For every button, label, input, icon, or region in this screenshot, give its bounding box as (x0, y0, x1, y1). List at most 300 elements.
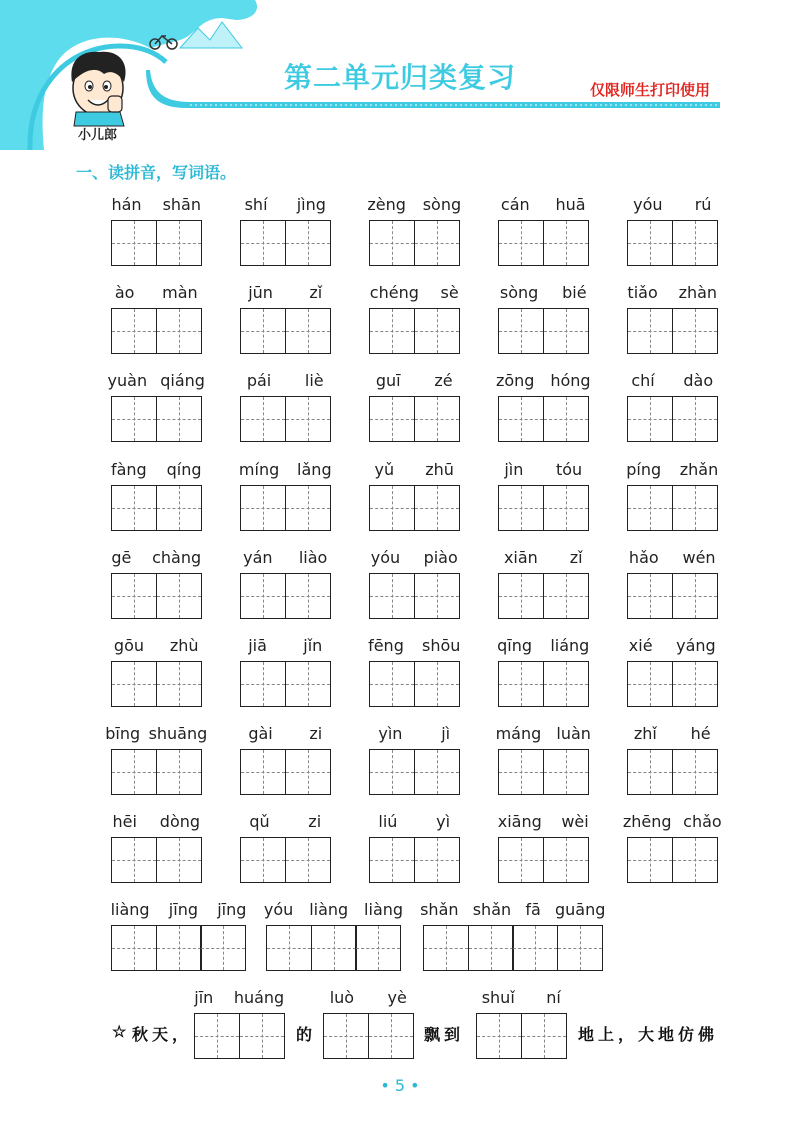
writing-boxes (111, 837, 202, 883)
word-item (240, 809, 331, 883)
writing-cell[interactable] (627, 220, 673, 266)
pinyin-label (230, 457, 341, 481)
writing-boxes (498, 485, 589, 531)
pinyin-label (488, 192, 599, 216)
pinyin-syllable: zōng (495, 370, 535, 390)
pinyin-syllable: jīng (217, 899, 247, 919)
writing-cell[interactable] (323, 1013, 369, 1059)
writing-boxes (240, 749, 331, 795)
writing-cell[interactable] (543, 220, 589, 266)
writing-boxes (240, 485, 331, 531)
pinyin-syllable: yán (243, 547, 273, 567)
pinyin-syllable: shí (244, 194, 268, 214)
section-title: 一、读拼音，写词语。 (76, 163, 237, 182)
pinyin-syllable: hé (690, 723, 711, 743)
writing-cell[interactable] (627, 749, 673, 795)
page-header (0, 0, 800, 150)
word-item (369, 545, 460, 619)
word-item (111, 457, 202, 531)
writing-cell[interactable] (111, 308, 157, 354)
writing-cell[interactable] (627, 396, 673, 442)
word-item (369, 809, 460, 883)
pinyin-label (101, 897, 256, 921)
writing-boxes (498, 308, 589, 354)
writing-boxes (369, 837, 460, 883)
writing-boxes (627, 396, 718, 442)
writing-cell[interactable] (557, 925, 603, 971)
writing-boxes (111, 573, 202, 619)
writing-boxes (111, 749, 202, 795)
writing-cell[interactable] (285, 220, 331, 266)
writing-cell[interactable] (111, 485, 157, 531)
word-item (240, 721, 331, 795)
word-item (495, 368, 591, 442)
mascot-boy-icon (71, 52, 125, 126)
writing-cell[interactable] (111, 749, 157, 795)
writing-cell[interactable] (369, 573, 415, 619)
writing-cell[interactable] (240, 220, 286, 266)
word-item (627, 457, 718, 531)
writing-cell[interactable] (543, 661, 589, 707)
pinyin-syllable: shuǐ (481, 987, 515, 1007)
pinyin-syllable: chǎo (683, 811, 722, 831)
word-item (498, 457, 589, 531)
pinyin-syllable: yǔ (374, 459, 395, 479)
word-item (495, 721, 591, 795)
writing-cell[interactable] (672, 308, 718, 354)
writing-cell[interactable] (111, 837, 157, 883)
sentence-blank (194, 985, 285, 1059)
pinyin-syllable: jìng (296, 194, 326, 214)
writing-cell[interactable] (627, 573, 673, 619)
writing-cell[interactable] (498, 837, 544, 883)
writing-cell[interactable] (498, 485, 544, 531)
word-item (498, 545, 589, 619)
writing-boxes (111, 661, 202, 707)
word-item (627, 280, 718, 354)
writing-cell[interactable] (369, 749, 415, 795)
word-item (107, 368, 205, 442)
word-item (627, 545, 718, 619)
pinyin-syllable: hǎo (628, 547, 659, 567)
writing-cell[interactable] (672, 220, 718, 266)
word-item (369, 280, 460, 354)
pinyin-label (488, 633, 599, 657)
writing-boxes (323, 1013, 414, 1059)
pinyin-syllable: píng (626, 459, 662, 479)
writing-cell[interactable] (156, 925, 202, 971)
word-item (498, 633, 589, 707)
pinyin-label (488, 368, 599, 392)
word-item (369, 192, 460, 266)
pinyin-syllable: zhū (425, 459, 454, 479)
pinyin-syllable: jǐn (303, 635, 323, 655)
writing-cell[interactable] (498, 396, 544, 442)
pinyin-syllable: jūn (248, 282, 273, 302)
writing-cell[interactable] (111, 925, 157, 971)
writing-boxes (498, 220, 589, 266)
writing-cell[interactable] (156, 396, 202, 442)
word-item (627, 368, 718, 442)
pinyin-syllable: jì (441, 723, 451, 743)
writing-cell[interactable] (239, 1013, 285, 1059)
writing-cell[interactable] (672, 837, 718, 883)
pinyin-label (413, 897, 613, 921)
writing-cell[interactable] (200, 925, 246, 971)
pinyin-label (230, 545, 341, 569)
sentence-blank (323, 985, 414, 1059)
word-item (627, 721, 718, 795)
writing-cell[interactable] (369, 661, 415, 707)
writing-cell[interactable] (156, 837, 202, 883)
writing-boxes (498, 837, 589, 883)
writing-cell[interactable] (414, 396, 460, 442)
writing-cell[interactable] (414, 308, 460, 354)
sentence-blank (476, 985, 567, 1059)
pinyin-label (359, 809, 470, 833)
writing-cell[interactable] (156, 749, 202, 795)
pinyin-syllable: ào (114, 282, 135, 302)
writing-cell[interactable] (156, 220, 202, 266)
writing-cell[interactable] (369, 485, 415, 531)
writing-boxes (194, 1013, 285, 1059)
writing-cell[interactable] (240, 308, 286, 354)
writing-cell[interactable] (423, 925, 469, 971)
writing-cell[interactable] (414, 485, 460, 531)
writing-cell[interactable] (240, 749, 286, 795)
pinyin-label (230, 368, 341, 392)
writing-cell[interactable] (355, 925, 401, 971)
pinyin-syllable: míng (238, 459, 280, 479)
writing-boxes (369, 749, 460, 795)
pinyin-syllable: máng (495, 723, 542, 743)
pinyin-syllable: qǔ (249, 811, 270, 831)
pinyin-syllable: tiǎo (627, 282, 658, 302)
pinyin-label (617, 545, 728, 569)
sentence-part-4: 地上，大地仿佛 (578, 1025, 719, 1044)
pinyin-syllable: chí (631, 370, 655, 390)
writing-cell[interactable] (543, 308, 589, 354)
writing-cell[interactable] (369, 837, 415, 883)
word-item (240, 368, 331, 442)
pinyin-syllable: fàng (110, 459, 147, 479)
writing-cell[interactable] (498, 308, 544, 354)
writing-cell[interactable] (285, 837, 331, 883)
page-title: 第二单元归类复习 (283, 61, 516, 94)
pinyin-syllable: chéng (369, 282, 419, 302)
pinyin-syllable: yuàn (107, 370, 148, 390)
pinyin-label (466, 985, 577, 1009)
writing-boxes (627, 485, 718, 531)
writing-cell[interactable] (498, 220, 544, 266)
pinyin-label (230, 633, 341, 657)
pinyin-label (359, 280, 470, 304)
pinyin-syllable: hóng (550, 370, 591, 390)
writing-boxes (627, 749, 718, 795)
writing-cell[interactable] (414, 837, 460, 883)
word-item (627, 633, 718, 707)
pinyin-syllable: fēng (368, 635, 404, 655)
writing-cell[interactable] (240, 485, 286, 531)
writing-cell[interactable] (240, 661, 286, 707)
pinyin-syllable: lǎng (297, 459, 332, 479)
writing-boxes (369, 396, 460, 442)
pinyin-label (617, 192, 728, 216)
writing-cell[interactable] (285, 396, 331, 442)
pinyin-syllable: zi (309, 723, 323, 743)
pinyin-label (359, 721, 470, 745)
writing-boxes (111, 308, 202, 354)
sentence-part-2: 的 (296, 1025, 317, 1044)
writing-cell[interactable] (369, 220, 415, 266)
writing-cell[interactable] (240, 396, 286, 442)
writing-cell[interactable] (672, 396, 718, 442)
pinyin-label (101, 368, 212, 392)
writing-cell[interactable] (672, 485, 718, 531)
writing-boxes (111, 396, 202, 442)
writing-cell[interactable] (512, 925, 558, 971)
writing-boxes (423, 925, 603, 971)
pinyin-label (488, 457, 599, 481)
pinyin-syllable: guāng (554, 899, 606, 919)
pinyin-syllable: sè (440, 282, 459, 302)
word-item-long (420, 897, 606, 971)
writing-boxes (369, 308, 460, 354)
pinyin-syllable: liàng (309, 899, 349, 919)
pinyin-syllable: liè (304, 370, 324, 390)
writing-cell[interactable] (543, 573, 589, 619)
pinyin-syllable: liáng (550, 635, 590, 655)
writing-cell[interactable] (476, 1013, 522, 1059)
usage-note: 仅限师生打印使用 (590, 81, 711, 99)
word-item (111, 192, 202, 266)
writing-boxes (627, 308, 718, 354)
pinyin-syllable: wèi (561, 811, 589, 831)
pinyin-syllable: fā (525, 899, 541, 919)
pinyin-syllable: liàng (110, 899, 150, 919)
writing-boxes (266, 925, 401, 971)
pinyin-syllable: wén (682, 547, 716, 567)
writing-cell[interactable] (311, 925, 357, 971)
writing-cell[interactable] (627, 308, 673, 354)
word-item (240, 457, 331, 531)
pinyin-label (359, 545, 470, 569)
pinyin-syllable: luàn (556, 723, 591, 743)
pinyin-label (230, 192, 341, 216)
sentence-part-3: 飘到 (424, 1025, 465, 1044)
writing-cell[interactable] (156, 485, 202, 531)
writing-cell[interactable] (414, 220, 460, 266)
writing-cell[interactable] (627, 661, 673, 707)
word-item (369, 721, 460, 795)
writing-cell[interactable] (111, 396, 157, 442)
writing-cell[interactable] (543, 396, 589, 442)
pinyin-syllable: zhù (169, 635, 199, 655)
pinyin-syllable: tóu (555, 459, 583, 479)
pinyin-label (101, 545, 212, 569)
writing-cell[interactable] (111, 573, 157, 619)
pinyin-syllable: yáng (676, 635, 716, 655)
writing-cell[interactable] (414, 573, 460, 619)
word-item (111, 633, 202, 707)
writing-cell[interactable] (498, 661, 544, 707)
writing-cell[interactable] (543, 837, 589, 883)
word-item (240, 633, 331, 707)
pinyin-label (617, 721, 728, 745)
pinyin-syllable: màn (162, 282, 198, 302)
writing-cell[interactable] (266, 925, 312, 971)
word-item (111, 809, 202, 883)
pinyin-syllable: zhǎn (679, 459, 719, 479)
writing-boxes (240, 837, 331, 883)
writing-cell[interactable] (498, 573, 544, 619)
writing-boxes (240, 396, 331, 442)
pinyin-syllable: sòng (422, 194, 462, 214)
pinyin-syllable: zhǐ (633, 723, 657, 743)
pinyin-syllable: yì (436, 811, 451, 831)
writing-cell[interactable] (368, 1013, 414, 1059)
writing-boxes (369, 661, 460, 707)
word-item-long (111, 897, 246, 971)
pinyin-label (359, 457, 470, 481)
pinyin-syllable: yìn (378, 723, 403, 743)
pinyin-syllable: luò (329, 987, 355, 1007)
pinyin-syllable: liàng (364, 899, 404, 919)
pinyin-syllable: xiān (503, 547, 538, 567)
pinyin-label (359, 368, 470, 392)
writing-cell[interactable] (156, 661, 202, 707)
pinyin-syllable: cán (500, 194, 530, 214)
writing-cell[interactable] (156, 308, 202, 354)
writing-cell[interactable] (672, 573, 718, 619)
pinyin-syllable: yóu (263, 899, 294, 919)
word-item (498, 809, 589, 883)
pinyin-syllable: ní (546, 987, 561, 1007)
pinyin-label (488, 545, 599, 569)
writing-boxes (240, 220, 331, 266)
writing-cell[interactable] (468, 925, 514, 971)
pinyin-syllable: hán (111, 194, 142, 214)
writing-cell[interactable] (627, 485, 673, 531)
pinyin-syllable: bīng (105, 723, 141, 743)
pinyin-syllable: qīng (497, 635, 533, 655)
writing-cell[interactable] (285, 485, 331, 531)
writing-cell[interactable] (414, 661, 460, 707)
writing-cell[interactable] (285, 308, 331, 354)
pinyin-label (488, 280, 599, 304)
writing-cell[interactable] (111, 661, 157, 707)
pinyin-label (313, 985, 424, 1009)
writing-cell[interactable] (285, 749, 331, 795)
word-item (111, 545, 202, 619)
pinyin-label (359, 633, 470, 657)
pinyin-label (617, 809, 728, 833)
pinyin-label (256, 897, 411, 921)
writing-cell[interactable] (369, 396, 415, 442)
pinyin-label (101, 633, 212, 657)
word-item (240, 192, 331, 266)
writing-cell[interactable] (498, 749, 544, 795)
pinyin-label (617, 457, 728, 481)
pinyin-syllable: shuāng (148, 723, 208, 743)
word-item (498, 280, 589, 354)
pinyin-syllable: sòng (499, 282, 539, 302)
pinyin-syllable: dào (683, 370, 714, 390)
writing-boxes (111, 485, 202, 531)
pinyin-syllable: liào (298, 547, 328, 567)
writing-cell[interactable] (111, 220, 157, 266)
writing-cell[interactable] (521, 1013, 567, 1059)
pinyin-syllable: huā (555, 194, 586, 214)
word-item (622, 809, 722, 883)
writing-boxes (498, 749, 589, 795)
pinyin-syllable: zǐ (569, 547, 583, 567)
pinyin-syllable: zi (308, 811, 322, 831)
pinyin-syllable: piào (423, 547, 458, 567)
writing-cell[interactable] (543, 749, 589, 795)
page-number: • 5 • (380, 1076, 420, 1095)
writing-cell[interactable] (627, 837, 673, 883)
writing-boxes (476, 1013, 567, 1059)
writing-cell[interactable] (672, 749, 718, 795)
pinyin-syllable: jīn (194, 987, 214, 1007)
writing-cell[interactable] (194, 1013, 240, 1059)
pinyin-syllable: yóu (633, 194, 663, 214)
pinyin-label (101, 192, 212, 216)
pinyin-syllable: rú (694, 194, 712, 214)
writing-cell[interactable] (156, 573, 202, 619)
writing-cell[interactable] (414, 749, 460, 795)
word-item (369, 457, 460, 531)
writing-boxes (111, 925, 246, 971)
writing-boxes (498, 573, 589, 619)
pinyin-label (184, 985, 295, 1009)
pinyin-syllable: huáng (233, 987, 285, 1007)
writing-cell[interactable] (672, 661, 718, 707)
writing-boxes (627, 573, 718, 619)
word-item (240, 545, 331, 619)
pinyin-label (488, 809, 599, 833)
word-item (627, 192, 718, 266)
writing-cell[interactable] (369, 308, 415, 354)
pinyin-label (230, 280, 341, 304)
pinyin-syllable: zé (434, 370, 453, 390)
pinyin-syllable: gài (248, 723, 273, 743)
word-item (369, 633, 460, 707)
writing-boxes (498, 661, 589, 707)
pinyin-label (101, 809, 212, 833)
pinyin-syllable: qíng (166, 459, 202, 479)
word-item (369, 368, 460, 442)
pinyin-syllable: shōu (422, 635, 461, 655)
writing-boxes (627, 837, 718, 883)
writing-cell[interactable] (240, 837, 286, 883)
pinyin-syllable: xié (628, 635, 653, 655)
writing-cell[interactable] (240, 573, 286, 619)
pinyin-syllable: guī (375, 370, 401, 390)
writing-cell[interactable] (543, 485, 589, 531)
pinyin-label (101, 280, 212, 304)
pinyin-syllable: jiā (248, 635, 267, 655)
writing-cell[interactable] (285, 573, 331, 619)
pinyin-syllable: gē (111, 547, 132, 567)
writing-cell[interactable] (285, 661, 331, 707)
star-symbol: ☆ (112, 1022, 131, 1041)
writing-boxes (498, 396, 589, 442)
writing-boxes (240, 308, 331, 354)
pinyin-syllable: zǐ (309, 282, 323, 302)
pinyin-syllable: xiāng (497, 811, 542, 831)
